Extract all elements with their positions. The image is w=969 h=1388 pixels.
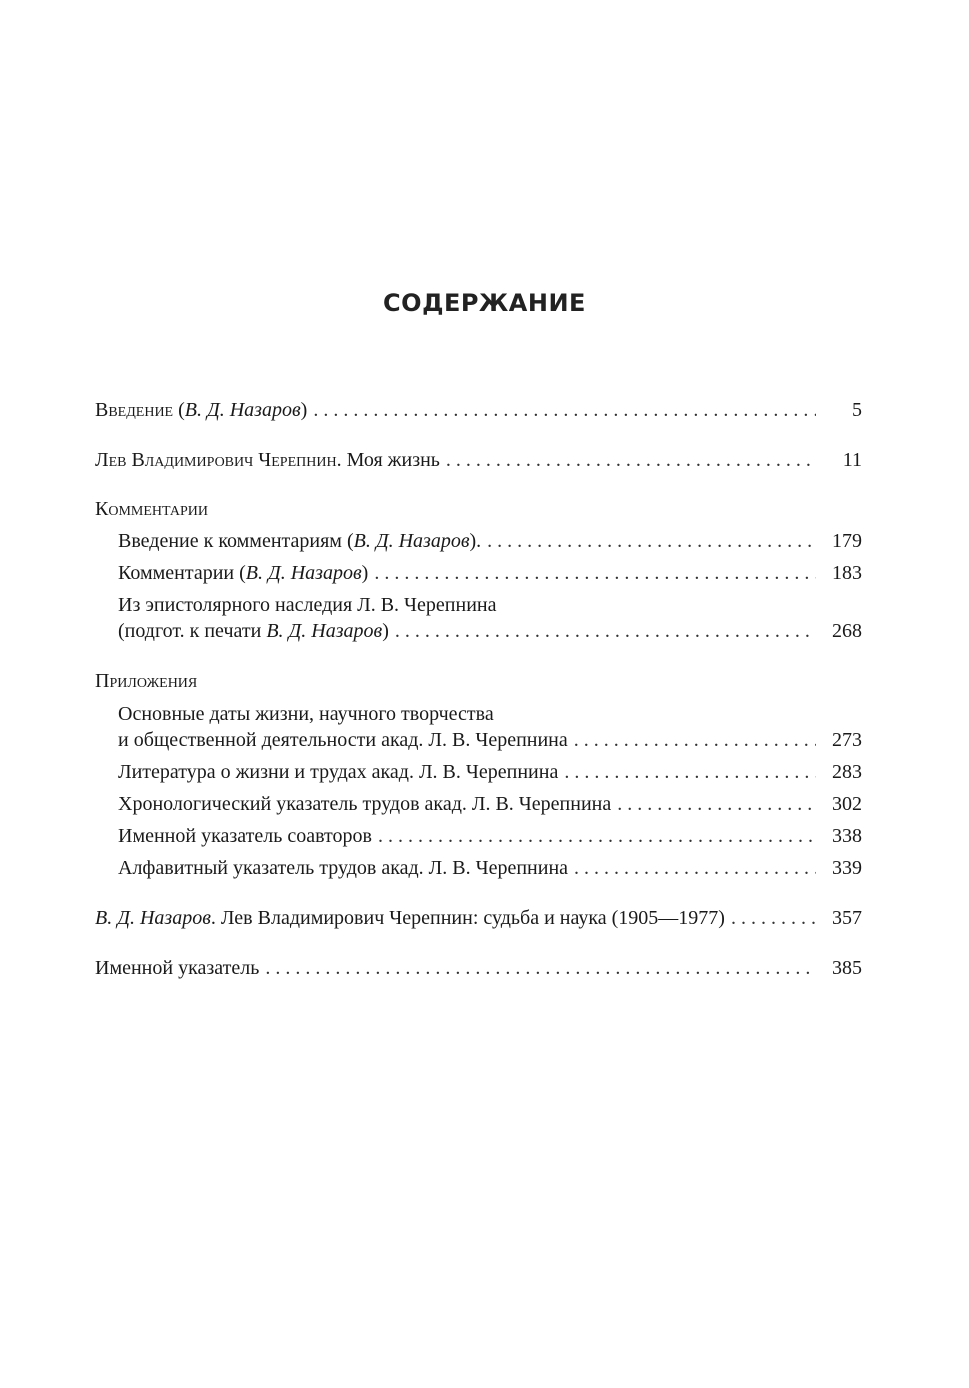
toc-entry-chronological-index[interactable] xyxy=(118,791,862,817)
toc-entry-letters-line1: Из эпистолярного наследия Л. В. Черепнина xyxy=(118,594,497,616)
toc-entry-label: Введение (В. Д. Назаров) xyxy=(95,399,308,421)
toc-entry-label: Именной указатель xyxy=(95,957,260,979)
toc-entry-label: Комментарии (В. Д. Назаров) xyxy=(118,562,369,584)
toc-entry-label: (подгот. к печати В. Д. Назаров) xyxy=(118,620,389,642)
page-title: СОДЕРЖАНИЕ xyxy=(383,289,586,317)
leader-dots xyxy=(617,791,816,817)
leader-dots xyxy=(574,855,816,881)
toc-entry-essay[interactable] xyxy=(95,905,862,931)
toc-page-number: 183 xyxy=(832,562,862,584)
toc-entry-label: Именной указатель соавторов xyxy=(118,825,372,847)
toc-entry-label: В. Д. Назаров. Лев Владимирович Черепнин: судьба и наука (1905—1977) xyxy=(95,907,725,929)
section-heading-comments: Комментарии xyxy=(95,498,208,520)
toc-entry-label: и общественной деятельности акад. Л. В. Черепнина xyxy=(118,729,568,751)
toc-entry-label: Введение к комментариям (В. Д. Назаров). xyxy=(118,530,482,552)
toc-entry-name-index[interactable] xyxy=(95,955,862,981)
toc-page-number: 11 xyxy=(842,449,862,471)
toc-page-number: 302 xyxy=(832,793,862,815)
toc-page-number: 283 xyxy=(832,761,862,783)
toc-entry-letters[interactable] xyxy=(118,618,862,644)
toc-page-number: 273 xyxy=(832,729,862,751)
toc-page-number: 357 xyxy=(832,907,862,929)
leader-dots xyxy=(487,528,816,554)
toc-entry-intro[interactable] xyxy=(95,397,862,423)
leader-dots xyxy=(395,618,816,644)
leader-dots xyxy=(265,955,816,981)
toc-page-number: 338 xyxy=(832,825,862,847)
toc-entry-dates-line1: Основные даты жизни, научного творчества xyxy=(118,703,494,725)
toc-entry-comments[interactable] xyxy=(118,560,862,586)
toc-entry-dates[interactable] xyxy=(118,727,862,753)
leader-dots xyxy=(564,759,816,785)
leader-dots xyxy=(446,447,816,473)
toc-page-number: 5 xyxy=(852,399,862,421)
toc-page-number: 268 xyxy=(832,620,862,642)
toc-page-number: 339 xyxy=(832,857,862,879)
section-heading-appendix: Приложения xyxy=(95,670,198,692)
toc-entry-label: Хронологический указатель трудов акад. Л. В. Черепнина xyxy=(118,793,612,815)
toc-entry-coauthors-index[interactable] xyxy=(118,823,862,849)
toc-entry-comments-intro[interactable] xyxy=(118,528,862,554)
leader-dots xyxy=(374,560,816,586)
toc-page-number: 385 xyxy=(832,957,862,979)
toc-entry-memoir[interactable] xyxy=(95,447,862,473)
leader-dots xyxy=(378,823,816,849)
leader-dots xyxy=(574,727,816,753)
toc-entry-label: Лев Владимирович Черепнин. Моя жизнь xyxy=(95,449,440,471)
leader-dots xyxy=(313,397,816,423)
toc-entry-label: Литература о жизни и трудах акад. Л. В. Черепнина xyxy=(118,761,559,783)
leader-dots xyxy=(731,905,816,931)
toc-entry-label: Алфавитный указатель трудов акад. Л. В. Черепнина xyxy=(118,857,569,879)
toc-entry-alphabetical-index[interactable] xyxy=(118,855,862,881)
toc-page-number: 179 xyxy=(832,530,862,552)
toc-entry-literature[interactable] xyxy=(118,759,862,785)
